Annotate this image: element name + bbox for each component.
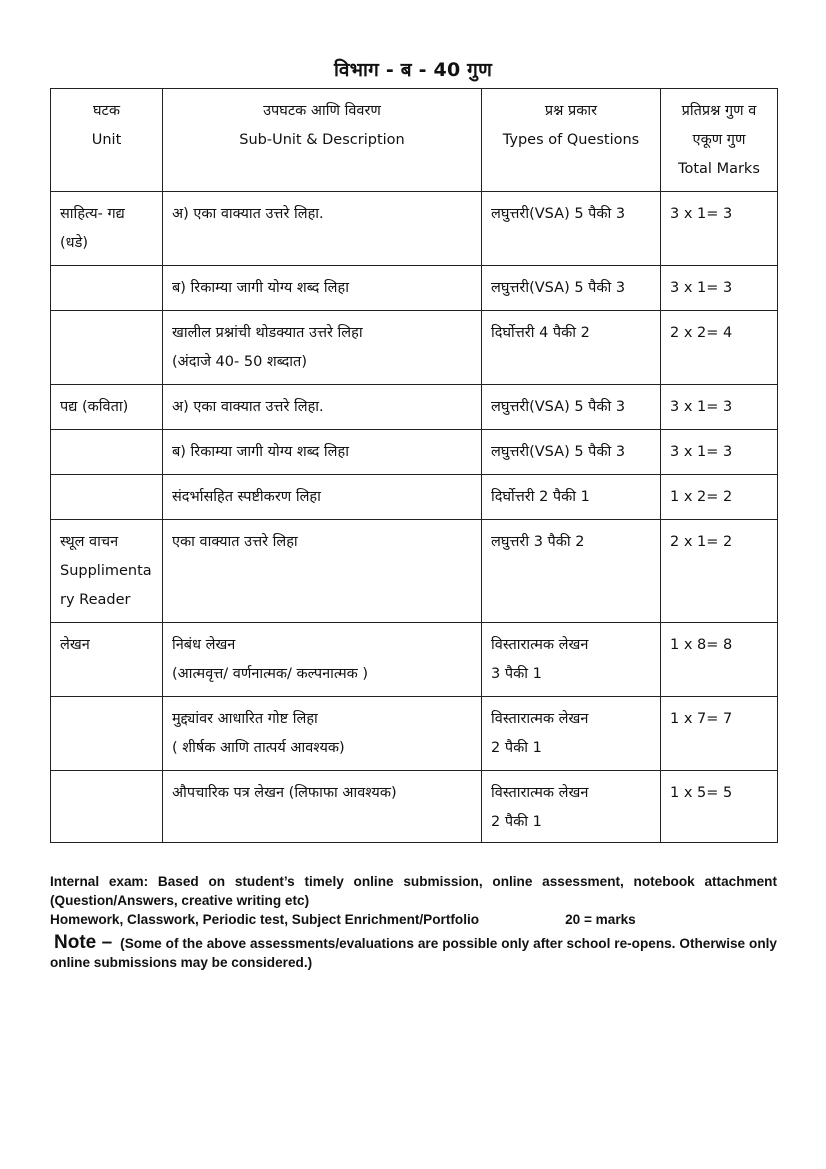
question-type-cell [482, 192, 661, 266]
description-cell-line: (आत्मवृत्त/ वर्णनात्मक/ कल्पनात्मक ) [172, 666, 369, 682]
question-type-cell-line: लघुत्तरी(VSA) 5 पैकी 3 [491, 280, 626, 296]
table-row [51, 311, 778, 385]
unit-cell [51, 311, 163, 385]
question-type-cell [482, 266, 661, 311]
unit-cell [51, 475, 163, 520]
description-cell [163, 520, 482, 623]
table-body [51, 192, 778, 843]
question-type-cell-line: लघुत्तरी 3 पैकी 2 [491, 534, 585, 550]
table-row [51, 192, 778, 266]
question-type-cell [482, 385, 661, 430]
unit-cell [51, 520, 163, 623]
description-cell [163, 771, 482, 843]
unit-cell [51, 697, 163, 771]
notes-block [50, 872, 777, 972]
question-type-cell-line: दिर्घोत्तरी 2 पैकी 1 [491, 489, 590, 505]
description-cell-line: खालील प्रश्नांची थोडक्यात उत्तरे लिहा [172, 325, 363, 341]
header-marks-line: प्रतिप्रश्न गुण व [681, 103, 757, 119]
header-subunit [163, 89, 482, 192]
unit-cell-line: स्थूल वाचन [60, 534, 119, 550]
unit-cell [51, 623, 163, 697]
description-cell-line: एका वाक्यात उत्तरे लिहा [172, 534, 298, 550]
header-marks-line: एकूण गुण [692, 132, 746, 148]
table-row [51, 771, 778, 843]
note-paragraph [50, 933, 777, 972]
question-type-cell-line: 2 पैकी 1 [491, 740, 542, 756]
table-row [51, 385, 778, 430]
description-cell-line: ब) रिकाम्या जागी योग्य शब्द लिहा [172, 280, 349, 296]
marks-cell: 1 x 7= 7 [661, 697, 778, 771]
question-type-cell-line: 3 पैकी 1 [491, 666, 542, 682]
description-cell-line: मुद्द्यांवर आधारित गोष्ट लिहा [172, 711, 318, 727]
question-type-cell-line: लघुत्तरी(VSA) 5 पैकी 3 [491, 206, 626, 222]
description-cell [163, 430, 482, 475]
description-cell [163, 623, 482, 697]
unit-cell-line: (धडे) [60, 235, 88, 251]
table-row [51, 697, 778, 771]
table-header [51, 89, 778, 192]
description-cell [163, 475, 482, 520]
marks-cell: 2 x 2= 4 [661, 311, 778, 385]
table-row [51, 430, 778, 475]
description-cell-line: (अंदाजे 40- 50 शब्दात) [172, 354, 307, 370]
question-type-cell [482, 697, 661, 771]
homework-text: Homework, Classwork, Periodic test, Subject Enrichment/Portfolio [50, 912, 480, 927]
question-type-cell [482, 311, 661, 385]
unit-cell-line: ry Reader [60, 592, 131, 608]
marks-cell: 3 x 1= 3 [661, 266, 778, 311]
question-type-cell-line: विस्तारात्मक लेखन [491, 711, 589, 727]
description-cell-line: अ) एका वाक्यात उत्तरे लिहा. [172, 399, 324, 415]
unit-cell [51, 771, 163, 843]
homework-marks: 20 = marks [565, 912, 636, 927]
marks-cell: 3 x 1= 3 [661, 430, 778, 475]
header-unit-line: घटक [92, 103, 120, 119]
header-marks [661, 89, 778, 192]
header-unit-line: Unit [91, 132, 122, 148]
homework-line [50, 910, 777, 929]
question-type-cell [482, 520, 661, 623]
unit-cell-line: साहित्य- गद्य [60, 206, 125, 222]
description-cell-line: औपचारिक पत्र लेखन (लिफाफा आवश्यक) [172, 785, 397, 801]
question-type-cell [482, 623, 661, 697]
description-cell-line: अ) एका वाक्यात उत्तरे लिहा. [172, 206, 324, 222]
unit-cell-line: पद्य (कविता) [60, 399, 129, 415]
table-row [51, 520, 778, 623]
marks-scheme-table [50, 88, 778, 843]
header-marks-line: Total Marks [678, 161, 760, 177]
question-type-cell [482, 430, 661, 475]
question-type-cell [482, 771, 661, 843]
internal-exam-note: Internal exam: Based on student’s timely online submission, online assessment, notebook attachment (Question/Answers, creative writing etc) [50, 874, 777, 908]
unit-cell [51, 192, 163, 266]
question-type-cell-line: विस्तारात्मक लेखन [491, 785, 589, 801]
note-label: Note – [54, 932, 113, 953]
header-subunit-line: उपघटक आणि विवरण [263, 103, 381, 119]
description-cell-line: संदर्भासहित स्पष्टीकरण लिहा [172, 489, 321, 505]
question-type-cell-line: दिर्घोत्तरी 4 पैकी 2 [491, 325, 590, 341]
question-type-cell-line: विस्तारात्मक लेखन [491, 637, 589, 653]
description-cell [163, 697, 482, 771]
marks-cell: 1 x 5= 5 [661, 771, 778, 843]
unit-cell-line: Supplimenta [60, 563, 152, 579]
header-row [51, 89, 778, 192]
marks-cell: 2 x 1= 2 [661, 520, 778, 623]
table-row [51, 475, 778, 520]
description-cell-line: ( शीर्षक आणि तात्पर्य आवश्यक) [172, 740, 345, 756]
marks-cell: 1 x 2= 2 [661, 475, 778, 520]
question-type-cell-line: लघुत्तरी(VSA) 5 पैकी 3 [491, 444, 626, 460]
table-row [51, 266, 778, 311]
marks-cell: 3 x 1= 3 [661, 192, 778, 266]
unit-cell-line: लेखन [60, 637, 90, 653]
marks-cell: 1 x 8= 8 [661, 623, 778, 697]
header-question-type [482, 89, 661, 192]
question-type-cell-line: लघुत्तरी(VSA) 5 पैकी 3 [491, 399, 626, 415]
description-cell [163, 385, 482, 430]
note-text: (Some of the above assessments/evaluations are possible only after school re-opens. Otherwise only online submissions may be considered.) [50, 936, 777, 970]
table-row [51, 623, 778, 697]
description-cell-line: ब) रिकाम्या जागी योग्य शब्द लिहा [172, 444, 349, 460]
description-cell [163, 192, 482, 266]
unit-cell [51, 430, 163, 475]
question-type-cell [482, 475, 661, 520]
unit-cell [51, 385, 163, 430]
marks-cell: 3 x 1= 3 [661, 385, 778, 430]
section-title: विभाग - ब - 40 गुण [333, 59, 493, 81]
description-cell [163, 311, 482, 385]
header-subunit-line: Sub-Unit & Description [239, 132, 405, 148]
header-question-type-line: प्रश्न प्रकार [544, 103, 598, 119]
header-unit [51, 89, 163, 192]
description-cell-line: निबंध लेखन [172, 637, 236, 653]
description-cell [163, 266, 482, 311]
unit-cell [51, 266, 163, 311]
header-question-type-line: Types of Questions [502, 132, 640, 148]
question-type-cell-line: 2 पैकी 1 [491, 814, 542, 830]
